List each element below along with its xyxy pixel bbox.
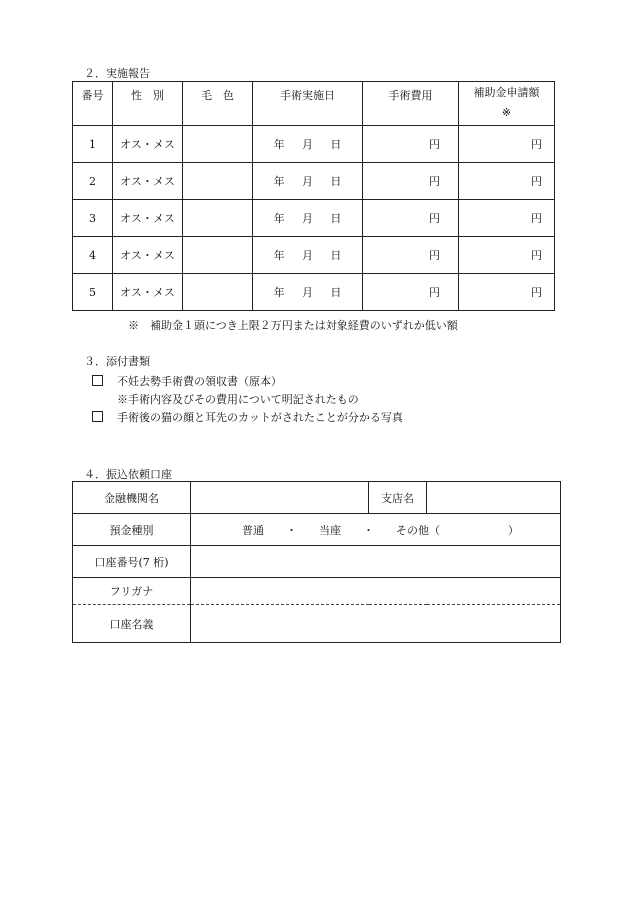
report-table: [72, 81, 555, 311]
row-number: 3: [73, 200, 113, 237]
account-holder-row: [73, 605, 561, 643]
year-label: 年: [273, 286, 285, 299]
subsidy-note: ※ 補助金１頭につき上限２万円または対象経費のいずれか低い額: [128, 319, 458, 332]
row-number: 5: [73, 274, 113, 311]
receipt-label: 不妊去勢手術費の領収書（原本）: [117, 375, 282, 388]
row-sex[interactable]: オス・メス: [113, 200, 183, 237]
year-label: 年: [273, 249, 285, 262]
bank-row: [73, 482, 561, 514]
type-current-option[interactable]: 当座: [319, 523, 341, 537]
report-row: [73, 163, 555, 200]
month-label: 月: [301, 138, 313, 151]
type-other-label: その他（: [396, 523, 440, 537]
account-holder-label: 口座名義: [73, 605, 191, 643]
account-type-row: [73, 514, 561, 546]
day-label: 日: [330, 138, 342, 151]
furigana-field[interactable]: [191, 578, 561, 605]
separator-dot: ・: [286, 523, 297, 537]
attachment-item-receipt: [92, 373, 282, 389]
branch-label: 支店名: [369, 482, 427, 514]
attachment-item-photo: [92, 409, 403, 425]
row-coat-field[interactable]: [183, 126, 253, 163]
month-label: 月: [301, 175, 313, 188]
day-label: 日: [330, 175, 342, 188]
header-sex: 性 別: [113, 82, 183, 126]
day-label: 日: [330, 286, 342, 299]
branch-field[interactable]: [427, 482, 561, 514]
header-subsidy: [459, 82, 555, 126]
row-date-field[interactable]: [253, 274, 363, 311]
row-date-field[interactable]: [253, 237, 363, 274]
row-cost-field[interactable]: 円: [363, 200, 459, 237]
header-coat: 毛 色: [183, 82, 253, 126]
row-number: 2: [73, 163, 113, 200]
row-cost-field[interactable]: 円: [363, 163, 459, 200]
furigana-label: フリガナ: [73, 578, 191, 605]
row-coat-field[interactable]: [183, 237, 253, 274]
report-row: [73, 274, 555, 311]
row-sex[interactable]: オス・メス: [113, 126, 183, 163]
header-subsidy-note-mark: ※: [501, 106, 512, 119]
furigana-row: [73, 578, 561, 605]
photo-checkbox[interactable]: [92, 411, 103, 422]
account-number-row: [73, 546, 561, 578]
report-row: [73, 200, 555, 237]
receipt-note: ※手術内容及びその費用について明記されたもの: [117, 393, 359, 406]
row-cost-field[interactable]: 円: [363, 126, 459, 163]
row-date-field[interactable]: [253, 163, 363, 200]
row-date-field[interactable]: [253, 200, 363, 237]
bank-name-label: 金融機関名: [73, 482, 191, 514]
type-other-close: ）: [508, 523, 519, 537]
section-4-title: ４．振込依頼口座: [84, 468, 172, 481]
report-row: [73, 126, 555, 163]
year-label: 年: [273, 138, 285, 151]
receipt-checkbox[interactable]: [92, 375, 103, 386]
day-label: 日: [330, 249, 342, 262]
photo-label: 手術後の猫の顔と耳先のカットがされたことが分かる写真: [117, 411, 403, 424]
account-number-label: 口座番号(7 桁): [73, 546, 191, 578]
row-coat-field[interactable]: [183, 274, 253, 311]
year-label: 年: [273, 212, 285, 225]
section-2-title: ２．実施報告: [84, 67, 150, 80]
separator-dot: ・: [363, 523, 374, 537]
row-coat-field[interactable]: [183, 200, 253, 237]
row-sex[interactable]: オス・メス: [113, 237, 183, 274]
row-subsidy-field[interactable]: 円: [459, 200, 555, 237]
row-subsidy-field[interactable]: 円: [459, 237, 555, 274]
header-subsidy-line1: 補助金申請額: [473, 86, 540, 99]
account-type-field: [191, 514, 561, 546]
row-cost-field[interactable]: 円: [363, 274, 459, 311]
header-cost: 手術費用: [363, 82, 459, 126]
report-row: [73, 237, 555, 274]
header-date: 手術実施日: [253, 82, 363, 126]
row-coat-field[interactable]: [183, 163, 253, 200]
row-number: 1: [73, 126, 113, 163]
month-label: 月: [301, 249, 313, 262]
bank-account-table: [72, 481, 561, 643]
month-label: 月: [301, 286, 313, 299]
report-header-row: [73, 82, 555, 126]
account-number-field[interactable]: [191, 546, 561, 578]
row-number: 4: [73, 237, 113, 274]
row-sex[interactable]: オス・メス: [113, 274, 183, 311]
account-type-label: 預金種別: [73, 514, 191, 546]
section-3-title: ３．添付書類: [84, 355, 150, 368]
type-other-option[interactable]: [396, 522, 519, 538]
row-subsidy-field[interactable]: 円: [459, 126, 555, 163]
bank-name-field[interactable]: [191, 482, 369, 514]
year-label: 年: [273, 175, 285, 188]
row-date-field[interactable]: [253, 126, 363, 163]
header-number: 番号: [73, 82, 113, 126]
row-sex[interactable]: オス・メス: [113, 163, 183, 200]
account-holder-field[interactable]: [191, 605, 561, 643]
day-label: 日: [330, 212, 342, 225]
month-label: 月: [301, 212, 313, 225]
row-cost-field[interactable]: 円: [363, 237, 459, 274]
row-subsidy-field[interactable]: 円: [459, 163, 555, 200]
row-subsidy-field[interactable]: 円: [459, 274, 555, 311]
type-ordinary-option[interactable]: 普通: [242, 523, 264, 537]
